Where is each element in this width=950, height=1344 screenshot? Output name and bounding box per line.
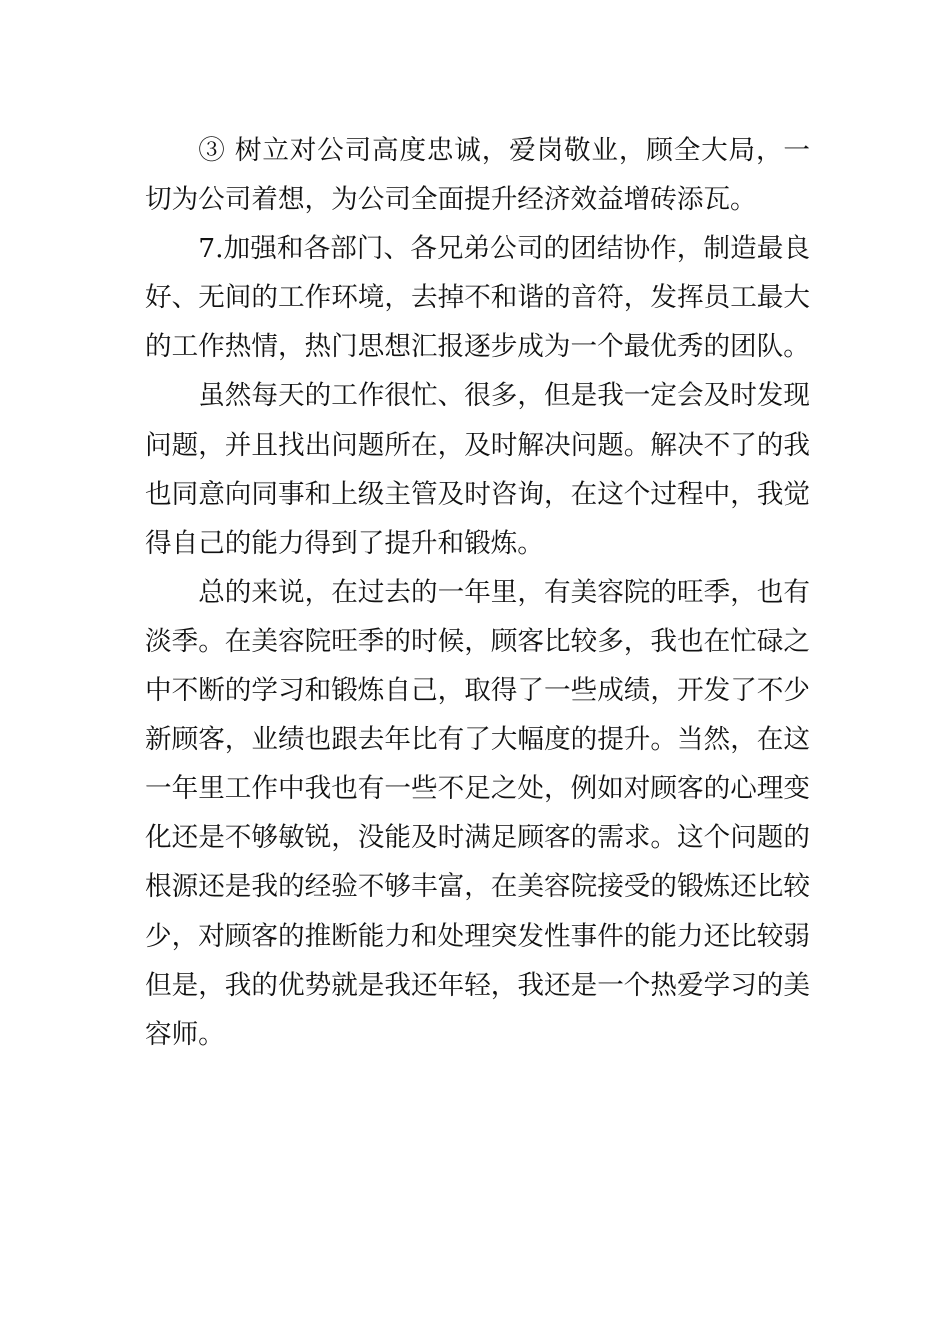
paragraph-teamwork: 7.加强和各部门、各兄弟公司的团结协作，制造最良好、无间的工作环境，去掉不和谐的音符，发挥员工最大的工作热情，热门思想汇报逐步成为一个最优秀的团队。 — [145, 233, 810, 363]
paragraph-problem-solving: 虽然每天的工作很忙、很多，但是我一定会及时发现问题，并且找出问题所在，及时解决问题。解决不了的我也同意向同事和上级主管及时咨询，在这个过程中，我觉得自己的能力得到了提升和锻炼。 — [145, 380, 810, 559]
paragraph-summary: 总的来说，在过去的一年里，有美容院的旺季，也有淡季。在美容院旺季的时候，顾客比较多，我也在忙碌之中不断的学习和锻炼自己，取得了一些成绩，开发了不少新顾客，业绩也跟去年比有了大幅度的提升。当然，在这一年里工作中我也有一些不足之处，例如对顾客的心理变化还是不够敏锐，没能及时满足顾客的需求。这个问题的根源还是我的经验不够丰富，在美容院接受的锻炼还比较少，对顾客的推断能力和处理突发性事件的能力还比较弱但是，我的优势就是我还年轻，我还是一个热爱学习的美容师。 — [145, 576, 810, 1050]
paragraph-loyalty: ③ 树立对公司高度忠诚，爱岗敬业，顾全大局，一切为公司着想，为公司全面提升经济效益增砖添瓦。 — [145, 135, 810, 216]
document-body — [145, 126, 810, 1059]
